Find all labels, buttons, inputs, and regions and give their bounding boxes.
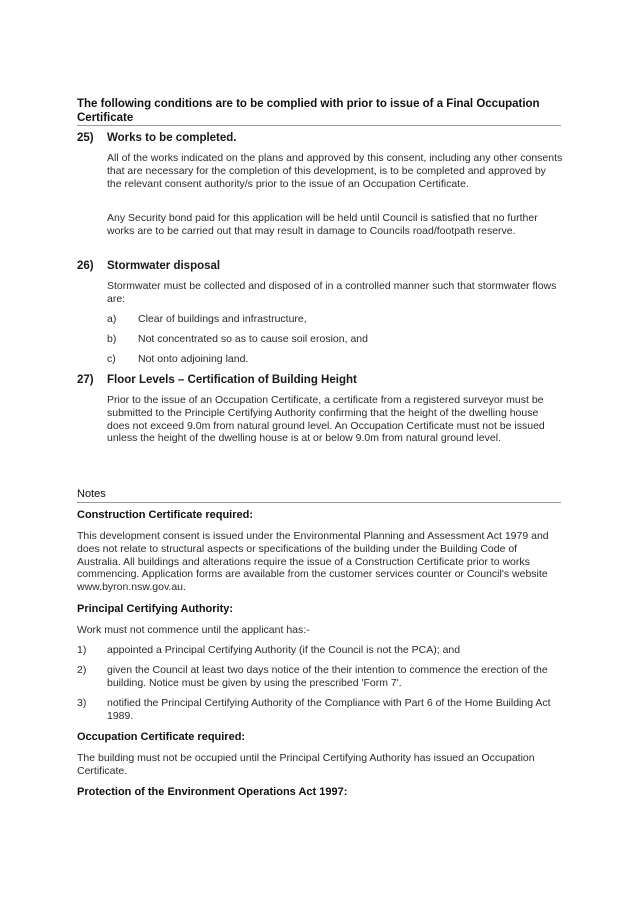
list-item-text: notified the Principal Certifying Authority of the Compliance with Part 6 of the Home Building Act 1989. xyxy=(107,697,551,722)
note-paragraph: This development consent is issued under the Environmental Planning and Assessment Act 1979 and does not relate to structural aspects or specifications of the building under the Building Code of Australia. All buildings and alterations require the issue of a Construction Certificate prior to works commencing. Application forms are available from the customer services counter or Council's website www.byron.nsw.gov.au. xyxy=(77,530,549,594)
notes-heading: Notes xyxy=(77,488,106,500)
list-item-label: 3) xyxy=(77,697,87,709)
condition-paragraph: Any Security bond paid for this application will be held until Council is satisfied that no further works are to be carried out that may result in damage to Councils road/footpath reserve. xyxy=(107,212,538,237)
list-item-text: Clear of buildings and infrastructure, xyxy=(138,313,307,325)
condition-paragraph: All of the works indicated on the plans and approved by this consent, including any other consents that are necessary for the completion of this development, is to be completed and approved by the relevant consent authority/s prior to the issue of an Occupation Certificate. xyxy=(107,152,563,190)
note-title: Principal Certifying Authority: xyxy=(77,603,234,615)
list-item-label: b) xyxy=(107,333,117,345)
list-item-label: 1) xyxy=(77,644,87,656)
note-title: Occupation Certificate required: xyxy=(77,731,246,743)
note-paragraph: The building must not be occupied until the Principal Certifying Authority has issued an Occupation Certificate. xyxy=(77,752,535,777)
notes-divider xyxy=(77,502,561,503)
condition-number: 26) xyxy=(77,260,94,272)
section-heading: The following conditions are to be complied with prior to issue of a Final Occupation Certificate xyxy=(77,98,540,124)
condition-title: Works to be completed. xyxy=(107,132,237,144)
condition-title: Floor Levels – Certification of Building Height xyxy=(107,374,357,386)
note-paragraph: Work must not commence until the applicant has:- xyxy=(77,624,310,636)
list-item-text: Not onto adjoining land. xyxy=(138,353,249,365)
note-title: Protection of the Environment Operations Act 1997: xyxy=(77,786,348,798)
condition-paragraph: Prior to the issue of an Occupation Certificate, a certificate from a registered surveyor must be submitted to the Principle Certifying Authority confirming that the height of the dwelling house does not exceed 9.0m from natural ground level. An Occupation Certificate must not be issued unless the height of the dwelling house is at or below 9.0m from natural ground level. xyxy=(107,394,545,445)
list-item-label: c) xyxy=(107,353,116,365)
condition-paragraph: Stormwater must be collected and disposed of in a controlled manner such that stormwater flows are: xyxy=(107,280,557,305)
condition-title: Stormwater disposal xyxy=(107,260,221,272)
note-title: Construction Certificate required: xyxy=(77,509,254,521)
list-item-text: appointed a Principal Certifying Authority (if the Council is not the PCA); and xyxy=(107,644,461,656)
list-item-label: 2) xyxy=(77,664,87,676)
list-item-label: a) xyxy=(107,313,117,325)
list-item-text: Not concentrated so as to cause soil erosion, and xyxy=(138,333,368,345)
section-divider xyxy=(77,125,561,126)
list-item-text: given the Council at least two days notice of the their intention to commence the erection of the building. Notice must be given by using the prescribed 'Form 7'. xyxy=(107,664,548,689)
condition-number: 27) xyxy=(77,374,94,386)
condition-number: 25) xyxy=(77,132,94,144)
